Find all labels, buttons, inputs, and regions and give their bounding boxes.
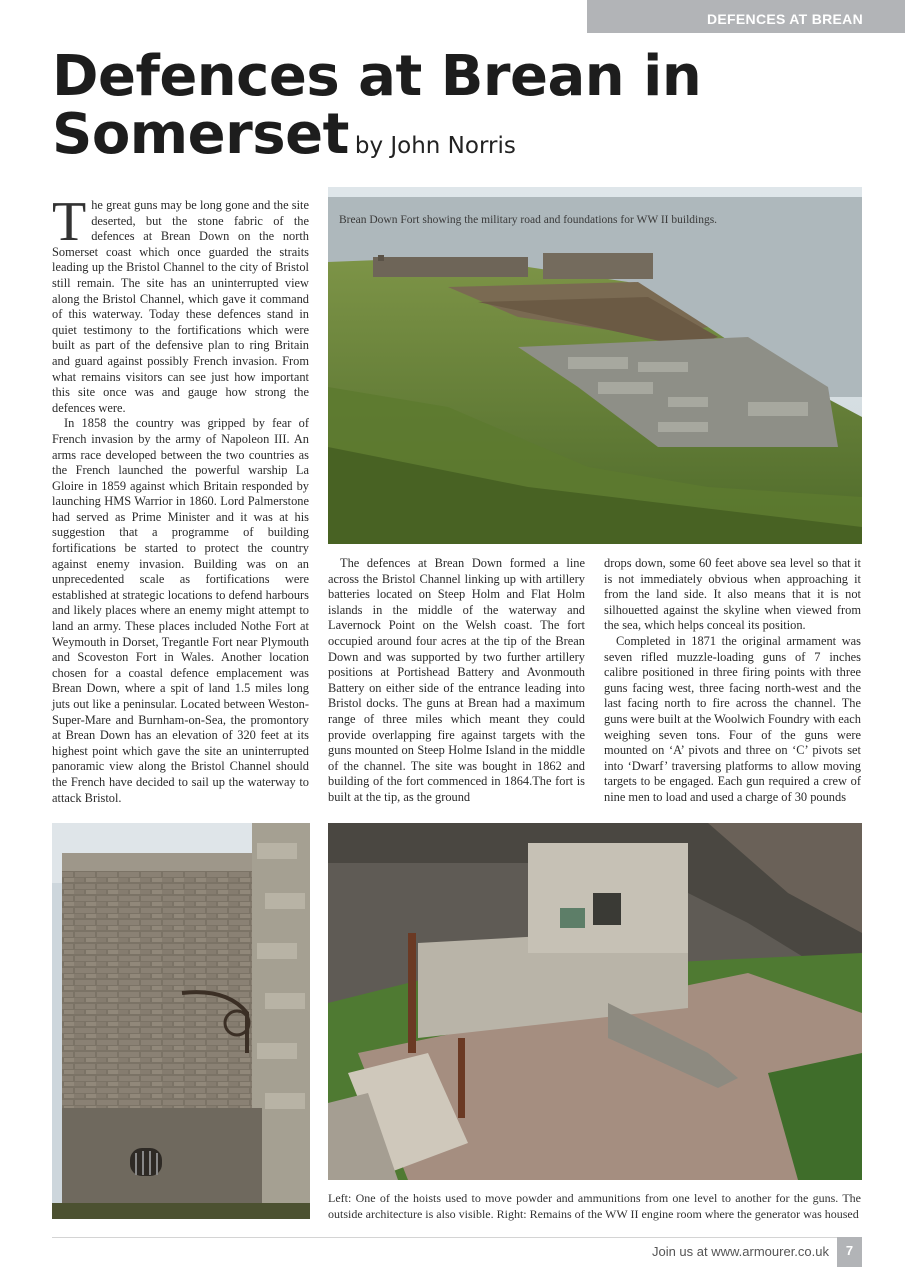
footer-promo-link[interactable]: Join us at www.armourer.co.uk — [651, 1244, 829, 1259]
title-main: Defences at Brean in Somerset — [52, 44, 702, 167]
col1-paragraph-2: In 1858 the country was gripped by fear of French invasion by the army of Napoleon III. An arms race developed between the two countries as the French launched the powerful warship La Gloire in 1859 against which Britain responded by launching HMS Warrior in 1860. Lord Palmerstone had served as Prime Minister and it was at his suggestion that a programme of building fortifications be started to protect the country against enemy invasion. Building was on an unprecedented scale as fortifications were established at strategic locations to defend harbours and likely places where an enemy might attempt to land an army. These places included Nothe Fort at Weymouth in Dorset, Tregantle Fort near Plymouth and Scoveston Fort in Wales. Another location chosen for a coastal defence emplacement was Brean Down, where a spit of land 1.5 miles long juts out like a peninsular. Located between Weston-Super-Mare and Burnham-on-Sea, the promontory at Brean Down has an elevation of 320 feet at its highest point which gave the site an uninterrupted panoramic view along the Bristol Channel should the French have decided to sail up the waterway to attack Bristol. — [52, 416, 309, 805]
col3-paragraph-1: drops down, some 60 feet above sea level so that it is not immediately obvious when approaching it from the land side. It also means that it is not silhouetted against the skyline when viewed from the sea, which helps conceal its position. — [604, 556, 861, 633]
column-2 — [328, 556, 585, 806]
col1-p1-text: he great guns may be long gone and the site deserted, but the stone fabric of the defences at Brean Down on the north Somerset coast which once guarded the straits leading up the Bristol Channel to the city of Bristol still remain. The site has an uninterrupted view along the Bristol Channel, which gave it command of this waterway. Today these defences stand in quiet testimony to the fortifications which were built as part of the defensive plan to ring Britain and guard against possibly French invasion. From what remains visitors can see just how important this site once was and gauge how strong the defences were. — [52, 198, 309, 415]
bottom-photos-caption: Left: One of the hoists used to move powder and ammunitions from one level to another for the guns. The outside architecture is also visible. Right: Remains of the WW II engine room where the generator was housed — [328, 1191, 861, 1221]
drop-cap: T — [52, 191, 87, 253]
top-photo-caption: Brean Down Fort showing the military road and foundations for WW II buildings. — [339, 214, 718, 226]
col3-paragraph-2: Completed in 1871 the original armament was seven rifled muzzle-loading guns of 7 inches calibre positioned in three firing points with three guns facing west, three facing north-west and the last facing north to fire across the channel. The guns were built at the Woolwich Foundry with each weighing seven tons. Four of the guns were mounted on ‘A’ pivots and three on ‘C’ pivots set into ‘Dwarf’ traversing platforms to allow moving targets to be engaged. Each gun required a crew of nine men to load and used a charge of 30 pounds — [604, 633, 861, 804]
section-tab: DEFENCES AT BREAN — [587, 0, 905, 33]
hoist-photo — [52, 823, 310, 1219]
stone-wall-hoist-image — [52, 823, 310, 1219]
fort-landscape-image — [328, 187, 862, 544]
col2-paragraph-1: The defences at Brean Down formed a line across the Bristol Channel linking up with artillery batteries located on Steep Holm and Flat Holm islands in the middle of the waterway and Lavernock Point on the Welsh coast. The fort occupied around four acres at the tip of the Brean Down and was supported by two further artillery positions at Portishead Battery and Avonmouth Battery on either side of the entrance leading into Bristol docks. The guns at Brean had a maximum range of three miles which meant they could provide overlapping fire against targets with the guns mounted on Steep Holme Island in the middle of the channel. The site was bought in 1862 and building of the fort commenced in 1864.The fort is built at the tip, as the ground — [328, 556, 585, 804]
engine-room-remains-image — [328, 823, 862, 1180]
brean-down-fort-photo — [328, 187, 862, 544]
col1-paragraph-1 — [52, 191, 309, 416]
byline: by John Norris — [354, 133, 516, 159]
page-number: 7 — [837, 1237, 862, 1267]
engine-room-photo — [328, 823, 862, 1180]
column-3 — [604, 556, 861, 806]
column-1 — [52, 191, 309, 806]
footer-divider — [52, 1237, 861, 1238]
article-title — [52, 44, 872, 175]
